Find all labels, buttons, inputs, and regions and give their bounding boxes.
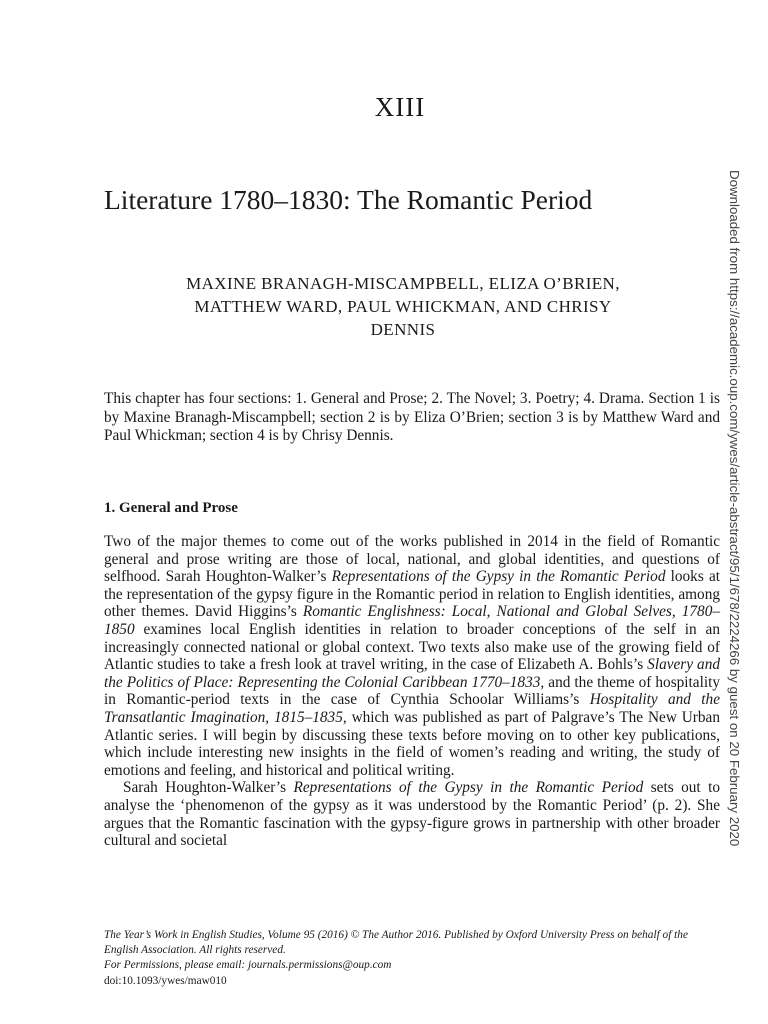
page-footer xyxy=(104,928,724,989)
paragraph xyxy=(104,533,720,779)
author-line: MAXINE BRANAGH-MISCAMPBELL, ELIZA O’BRIEN, xyxy=(186,274,620,293)
text-run: examines local English identities in relation to broader conceptions of the self in an increasingly connected national or global context. Two texts also make use of the growing field of Atlantic studies to take a fresh look at travel writing, in the case of Elizabeth A. Bohls’s xyxy=(104,620,720,674)
doi-link[interactable]: doi:10.1093/ywes/maw010 xyxy=(104,974,227,987)
book-title: Romantic Englishness: Local, National and Global Selves, 1780–1850 xyxy=(104,603,720,638)
book-title: Hospitality and the Transatlantic Imagination, 1815–1835 xyxy=(104,691,720,726)
chapter-title: Literature 1780–1830: The Romantic Period xyxy=(104,184,593,215)
permissions-notice: For Permissions, please email: journals.permissions@oup.com xyxy=(104,959,392,972)
author-line: MATTHEW WARD, PAUL WHICKMAN, AND CHRISY xyxy=(194,297,612,316)
book-title: Representations of the Gypsy in the Romantic Period xyxy=(293,779,644,797)
author-line: DENNIS xyxy=(370,320,436,339)
text-run: , which was published as part of Palgrave’s The New Urban Atlantic series. I will begin by discussing these texts before moving on to other key publications, which include interesting new insights in the field of women’s reading and writing, the study of emotions and feeling, and historical and political writing. xyxy=(104,708,720,779)
paragraph xyxy=(104,779,720,849)
chapter-number: XIII xyxy=(374,92,426,122)
chapter-abstract: This chapter has four sections: 1. General and Prose; 2. The Novel; 3. Poetry; 4. Drama. Section 1 is by Maxine Branagh-Miscampbell; section 2 is by Eliza O’Brien; section 3 is by Matthew Ward and Paul Whickman; section 4 is by Chrisy Dennis. xyxy=(104,390,720,444)
text-run: Sarah Houghton-Walker’s xyxy=(123,779,294,797)
author-list xyxy=(130,272,676,341)
copyright-notice: The Year’s Work in English Studies, Volume 95 (2016) © The Author 2016. Published by Oxford University Press on behalf of the English Association. All rights reserved. xyxy=(104,929,688,957)
text-run: looks at the representation of the gypsy figure in the Romantic period in relation to English identities, among other themes. David Higgins’s xyxy=(104,568,720,621)
book-title: Slavery and the Politics of Place: Representing the Colonial Caribbean 1770–1833 xyxy=(104,656,720,691)
download-watermark: Downloaded from https://academic.oup.com/ywes/article-abstract/95/1/678/2224266 by guest on 20 February 2020 xyxy=(727,170,742,847)
text-run: , and the theme of hospitality in Romantic-period texts in the case of Cynthia Schoolar Williams’s xyxy=(104,673,720,709)
text-run: sets out to analyse the ‘phenomenon of the gypsy as it was understood by the Romantic Period’ (p. 2). She argues that the Romantic fascination with the gypsy-figure grows in partnership with other broader cultural and societal xyxy=(104,779,720,850)
book-title: Representations of the Gypsy in the Romantic Period xyxy=(331,568,666,586)
section-heading: 1. General and Prose xyxy=(104,500,238,516)
text-run: Two of the major themes to come out of the works published in 2014 in the field of Romantic general and prose writing are those of local, national, and global identities, and questions of selfhood. Sarah Houghton-Walker’s xyxy=(104,533,720,586)
section-body xyxy=(104,533,720,850)
